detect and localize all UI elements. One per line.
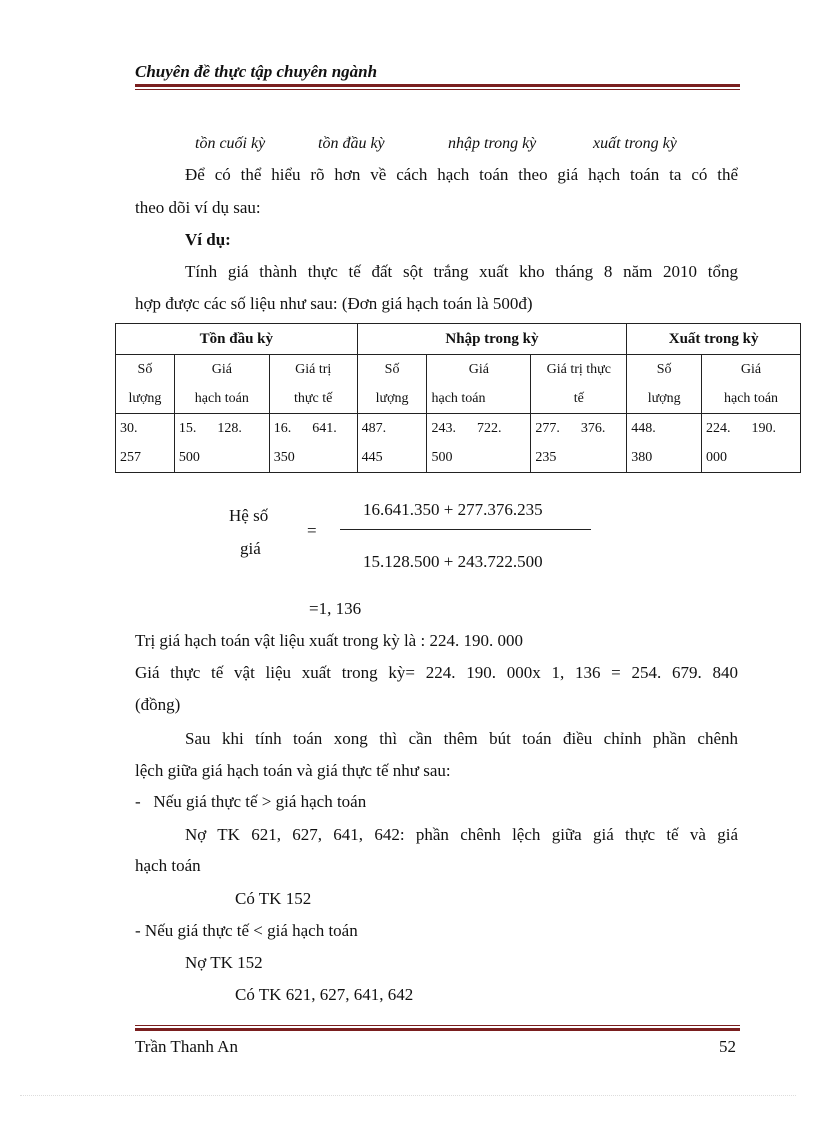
paragraph-line: Để có thể hiểu rõ hơn về cách hạch toán theo giá hạch toán ta có thể xyxy=(185,165,738,184)
table-group-header-row xyxy=(116,324,801,355)
table-sub-header: Giá trị thực tế xyxy=(269,355,357,414)
paragraph-line: (đồng) xyxy=(135,695,181,714)
table-sub-header: Số lượng xyxy=(627,355,702,414)
running-header-title: Chuyên đề thực tập chuyên ngành xyxy=(135,62,378,81)
formula-denominator: 15.128.500 + 243.722.500 xyxy=(363,552,543,571)
inventory-table xyxy=(115,323,801,473)
footer-author: Trần Thanh An xyxy=(135,1037,238,1056)
table-sub-header-row xyxy=(116,355,801,414)
table-sub-header: Giá hạch toán xyxy=(702,355,801,414)
paragraph-line: hợp được các số liệu như sau: (Đơn giá hạch toán là 500đ) xyxy=(135,294,533,313)
paragraph-line: Có TK 621, 627, 641, 642 xyxy=(235,985,414,1004)
paragraph-line: Nợ TK 621, 627, 641, 642: phần chênh lệch giữa giá thực tế và giá xyxy=(185,825,738,844)
formula-label: giá xyxy=(240,539,261,558)
paragraph-line: Trị giá hạch toán vật liệu xuất trong kỳ là : 224. 190. 000 xyxy=(135,631,523,650)
page-edge-divider xyxy=(20,1095,796,1096)
header-rule xyxy=(135,84,740,90)
table-cell: 487. 445 xyxy=(357,414,427,473)
table-sub-header: Giá hạch toán xyxy=(427,355,531,414)
paragraph-line: Giá thực tế vật liệu xuất trong kỳ= 224. 190. 000x 1, 136 = 254. 679. 840 xyxy=(135,663,738,682)
paragraph-line: hạch toán xyxy=(135,856,201,875)
paragraph-line: theo dõi ví dụ sau: xyxy=(135,198,261,217)
paragraph-line: Tính giá thành thực tế đất sột trắng xuất kho tháng 8 năm 2010 tổng xyxy=(185,262,738,281)
example-label: Ví dụ: xyxy=(185,230,231,249)
formula-equals: = xyxy=(307,521,317,540)
formula-term: tồn đầu kỳ xyxy=(318,135,385,152)
table-cell: 16. 641. 350 xyxy=(269,414,357,473)
table-sub-header: Giá hạch toán xyxy=(174,355,269,414)
table-cell: 15. 128. 500 xyxy=(174,414,269,473)
fraction-bar xyxy=(340,529,591,530)
table-group-header: Nhập trong kỳ xyxy=(357,324,627,355)
paragraph-line: Sau khi tính toán xong thì cần thêm bút toán điều chỉnh phần chênh xyxy=(185,729,738,748)
formula-term: nhập trong kỳ xyxy=(448,135,537,152)
table-group-header: Xuất trong kỳ xyxy=(627,324,801,355)
list-item: - Nếu giá thực tế < giá hạch toán xyxy=(135,921,358,940)
formula-label: Hệ số xyxy=(229,506,269,525)
paragraph-line: Có TK 152 xyxy=(235,889,312,908)
table-cell: 448. 380 xyxy=(627,414,702,473)
table-sub-header: Số lượng xyxy=(116,355,175,414)
list-item: - Nếu giá thực tế > giá hạch toán xyxy=(135,792,367,811)
formula-result: =1, 136 xyxy=(309,599,362,618)
formula-term: xuất trong kỳ xyxy=(593,135,677,152)
paragraph-line: Nợ TK 152 xyxy=(185,953,263,972)
footer-rule xyxy=(135,1025,740,1031)
table-cell: 30. 257 xyxy=(116,414,175,473)
paragraph-line: lệch giữa giá hạch toán và giá thực tế như sau: xyxy=(135,761,451,780)
table-sub-header: Số lượng xyxy=(357,355,427,414)
table-row xyxy=(116,414,801,473)
table-cell: 224. 190. 000 xyxy=(702,414,801,473)
table-cell: 243. 722. 500 xyxy=(427,414,531,473)
formula-numerator: 16.641.350 + 277.376.235 xyxy=(363,500,543,519)
table-cell: 277. 376. 235 xyxy=(531,414,627,473)
formula-term: tồn cuối kỳ xyxy=(195,135,266,152)
page-number: 52 xyxy=(719,1037,736,1056)
table-group-header: Tồn đầu kỳ xyxy=(116,324,358,355)
table-sub-header: Giá trị thực tế xyxy=(531,355,627,414)
